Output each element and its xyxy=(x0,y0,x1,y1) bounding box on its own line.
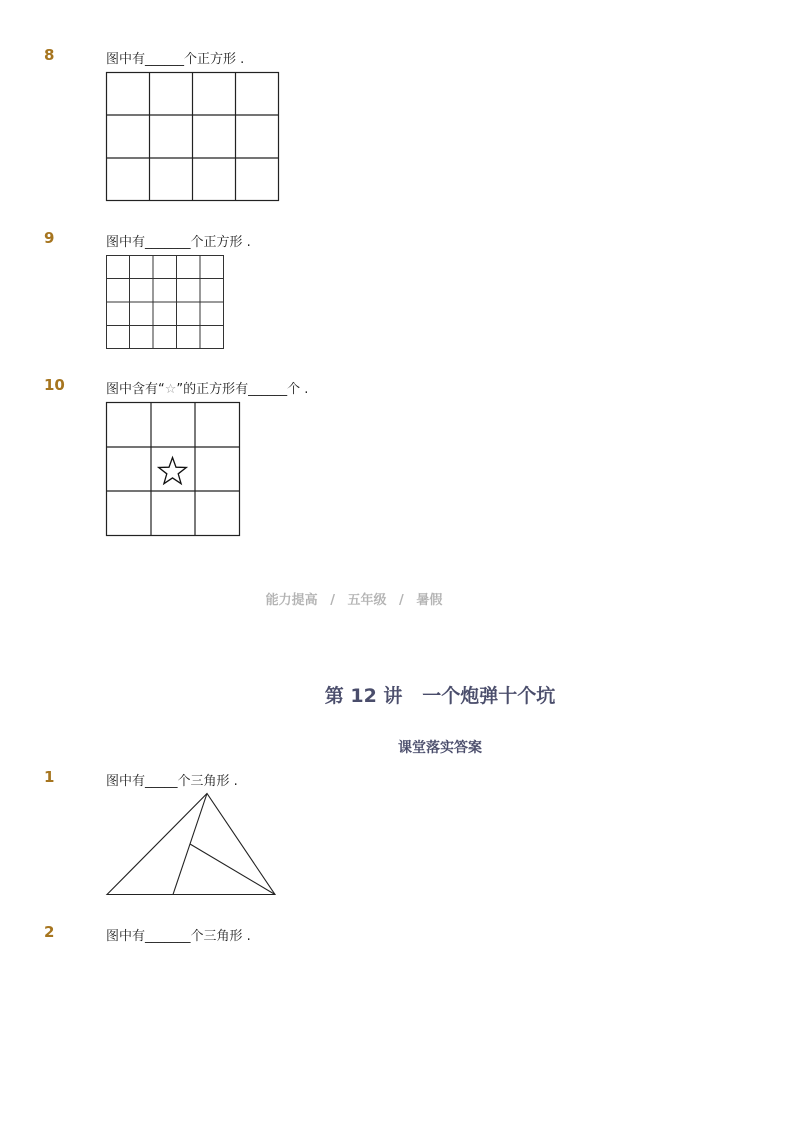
page-footer xyxy=(0,589,708,608)
question-number: 8 xyxy=(44,46,55,64)
question-text xyxy=(106,378,308,397)
star-symbol: ☆ xyxy=(164,382,177,397)
question-text-after: ”的正方形有______个 . xyxy=(176,382,309,397)
footer-part3: 暑假 xyxy=(416,593,443,608)
lesson-title: 第 12 讲 一个炮弹十个坑 xyxy=(324,685,556,707)
section-title: 课堂落实答案 xyxy=(398,740,482,756)
question-number: 2 xyxy=(44,923,55,941)
footer-separator: / xyxy=(330,593,335,608)
question-text: 图中有_______个三角形 . xyxy=(106,929,251,944)
footer-part2: 五年级 xyxy=(347,593,387,608)
star-icon xyxy=(159,458,187,484)
question-number: 10 xyxy=(44,376,65,394)
question-text: 图中有______个正方形 . xyxy=(106,52,245,67)
footer-part1: 能力提高 xyxy=(265,593,318,608)
question-text: 图中有_____个三角形 . xyxy=(106,774,238,789)
question-text: 图中有_______个正方形 . xyxy=(106,235,251,250)
triangle-figure xyxy=(106,792,278,898)
grid-figure-4x5 xyxy=(106,255,225,350)
question-number: 1 xyxy=(44,768,55,786)
footer-separator: / xyxy=(399,593,404,608)
grid-figure-3x3-star xyxy=(106,402,241,537)
grid-figure-3x4 xyxy=(106,72,280,202)
question-number: 9 xyxy=(44,229,55,247)
question-text-before: 图中含有“ xyxy=(106,382,165,397)
